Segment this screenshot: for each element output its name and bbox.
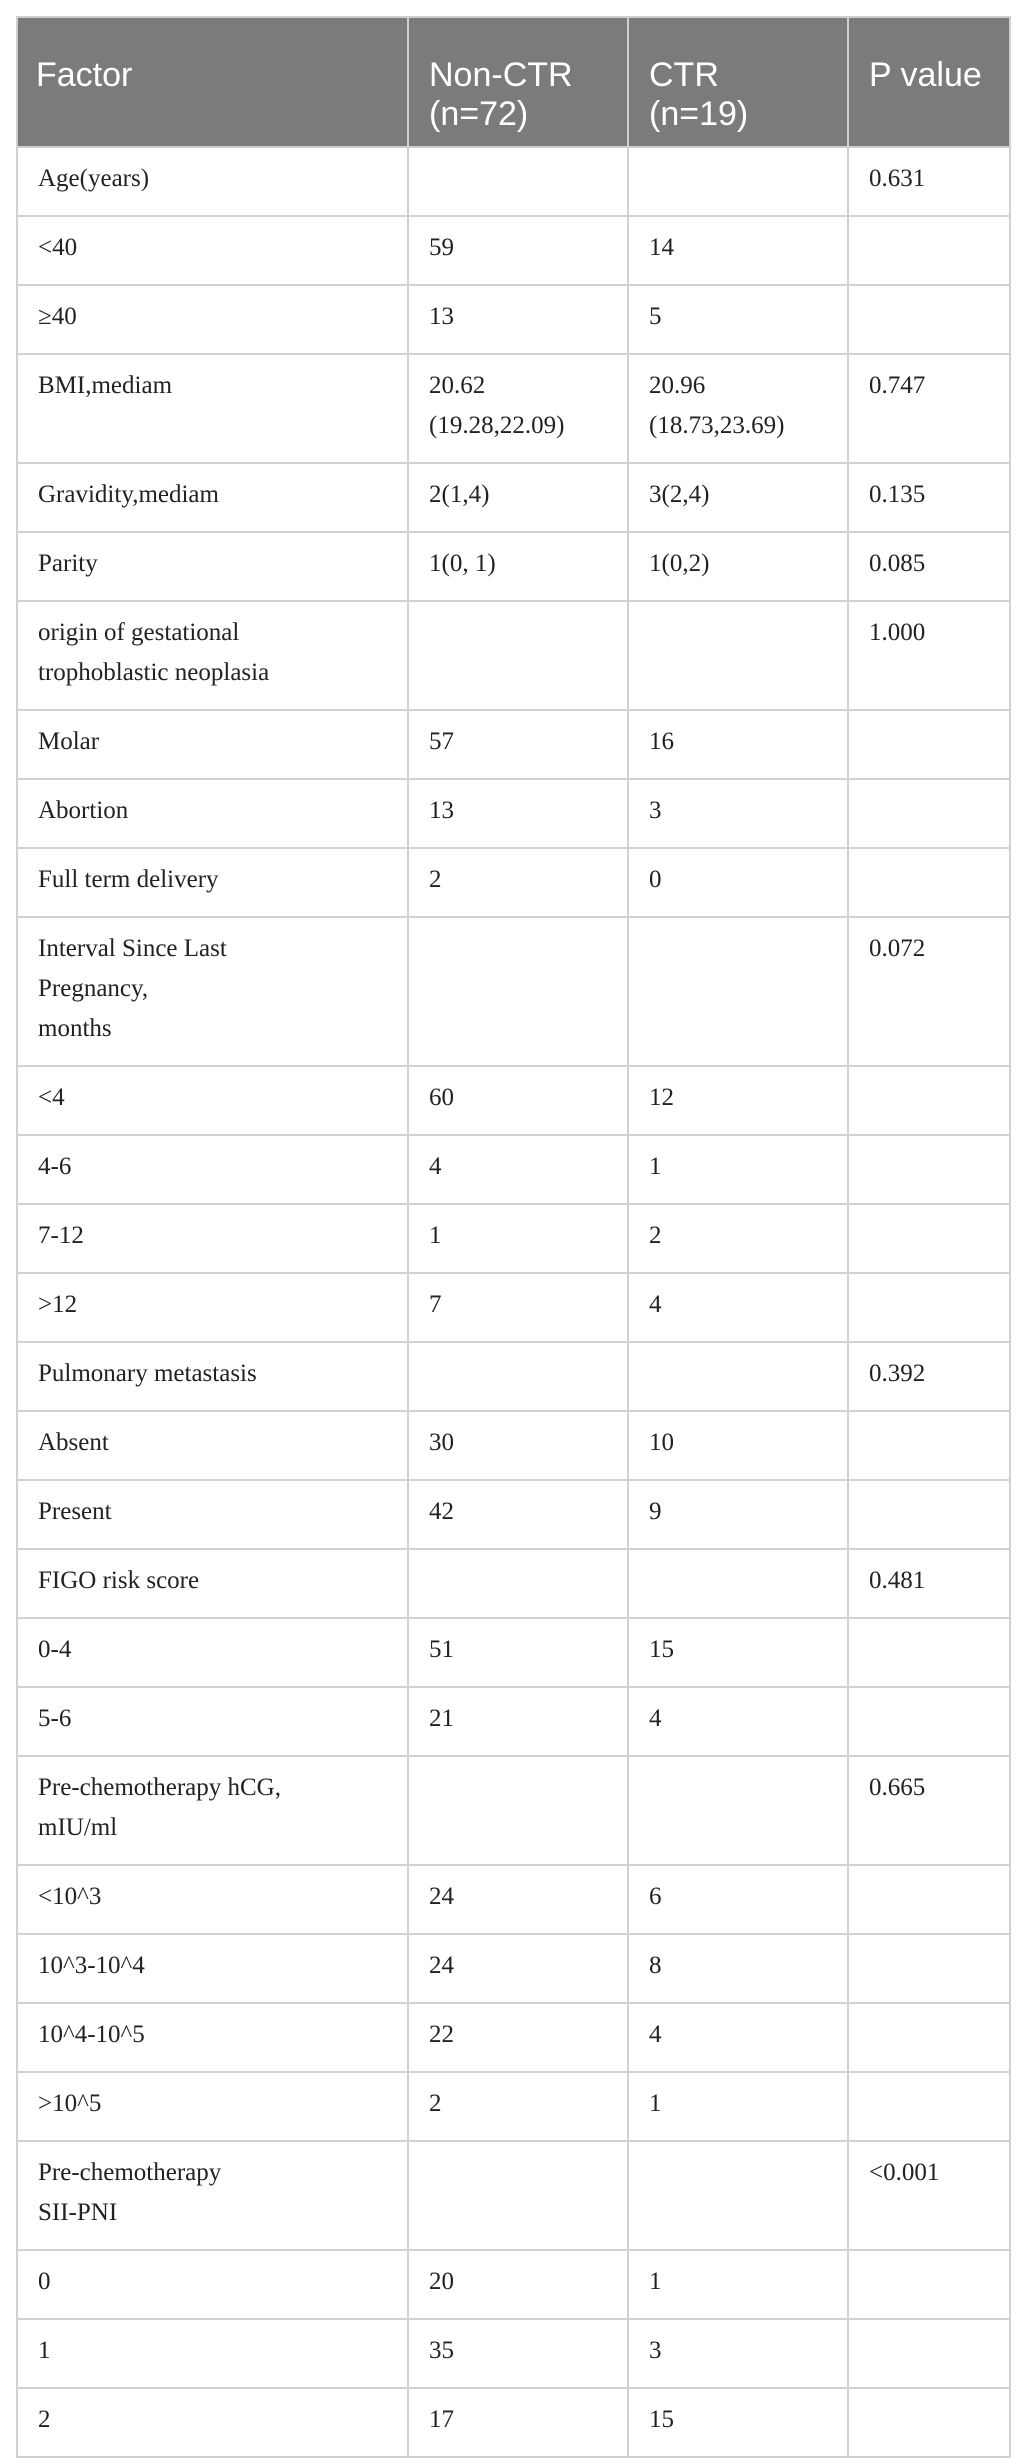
table-row (17, 2003, 1010, 2072)
cell-non-ctr (408, 2141, 628, 2250)
cell-ctr (628, 2141, 848, 2250)
table-row (17, 147, 1010, 216)
cell-non-ctr: 7 (408, 1273, 628, 1342)
cell-factor: Absent (17, 1411, 408, 1480)
cell-non-ctr: 51 (408, 1618, 628, 1687)
cell-factor: Full term delivery (17, 848, 408, 917)
cell-p-value (848, 710, 1010, 779)
table-row (17, 463, 1010, 532)
cell-p-value (848, 2250, 1010, 2319)
cell-p-value (848, 1934, 1010, 2003)
cell-non-ctr: 24 (408, 1934, 628, 2003)
table-body (17, 147, 1010, 2457)
cell-factor: >12 (17, 1273, 408, 1342)
cell-factor: 4-6 (17, 1135, 408, 1204)
table-row (17, 1865, 1010, 1934)
table-row (17, 2250, 1010, 2319)
cell-non-ctr: 2 (408, 848, 628, 917)
cell-ctr: 14 (628, 216, 848, 285)
cell-p-value (848, 1480, 1010, 1549)
cell-factor: <40 (17, 216, 408, 285)
cell-p-value (848, 848, 1010, 917)
cell-ctr: 4 (628, 2003, 848, 2072)
table-row (17, 1687, 1010, 1756)
cell-factor: 10^3-10^4 (17, 1934, 408, 2003)
cell-p-value (848, 1411, 1010, 1480)
table-container (16, 16, 1009, 2458)
cell-ctr: 1 (628, 1135, 848, 1204)
cell-non-ctr: 60 (408, 1066, 628, 1135)
cell-p-value (848, 2388, 1010, 2457)
cell-non-ctr: 2 (408, 2072, 628, 2141)
cell-p-value: 0.135 (848, 463, 1010, 532)
table-row (17, 1066, 1010, 1135)
cell-p-value: 0.085 (848, 532, 1010, 601)
cell-non-ctr: 1(0, 1) (408, 532, 628, 601)
cell-non-ctr: 13 (408, 285, 628, 354)
cell-ctr: 1 (628, 2250, 848, 2319)
cell-ctr: 16 (628, 710, 848, 779)
cell-non-ctr: 24 (408, 1865, 628, 1934)
cell-non-ctr (408, 917, 628, 1066)
cell-ctr: 4 (628, 1687, 848, 1756)
cell-ctr: 4 (628, 1273, 848, 1342)
cell-ctr: 5 (628, 285, 848, 354)
table-row (17, 1756, 1010, 1865)
cell-factor: >10^5 (17, 2072, 408, 2141)
cell-factor: 0-4 (17, 1618, 408, 1687)
cell-p-value: <0.001 (848, 2141, 1010, 2250)
cell-p-value: 0.392 (848, 1342, 1010, 1411)
cell-p-value (848, 779, 1010, 848)
cell-non-ctr: 4 (408, 1135, 628, 1204)
cell-factor: Molar (17, 710, 408, 779)
table-row (17, 1934, 1010, 2003)
cell-factor: Present (17, 1480, 408, 1549)
cell-factor: 1 (17, 2319, 408, 2388)
cell-non-ctr: 20 (408, 2250, 628, 2319)
cell-non-ctr: 21 (408, 1687, 628, 1756)
cell-non-ctr: 30 (408, 1411, 628, 1480)
cell-factor: FIGO risk score (17, 1549, 408, 1618)
cell-p-value: 1.000 (848, 601, 1010, 710)
cell-factor: 10^4-10^5 (17, 2003, 408, 2072)
cell-ctr: 20.96 (18.73,23.69) (628, 354, 848, 463)
cell-factor: Pre-chemotherapy SII-PNI (17, 2141, 408, 2250)
cell-factor: origin of gestational trophoblastic neoplasia (17, 601, 408, 710)
cell-non-ctr (408, 1549, 628, 1618)
table-row (17, 1480, 1010, 1549)
cell-p-value (848, 2319, 1010, 2388)
cell-non-ctr: 2(1,4) (408, 463, 628, 532)
cell-ctr (628, 917, 848, 1066)
cell-p-value (848, 1865, 1010, 1934)
cell-ctr: 8 (628, 1934, 848, 2003)
table-row (17, 1549, 1010, 1618)
cell-p-value: 0.665 (848, 1756, 1010, 1865)
cell-factor: <4 (17, 1066, 408, 1135)
table-row (17, 2319, 1010, 2388)
cell-factor: Pulmonary metastasis (17, 1342, 408, 1411)
table-row (17, 1273, 1010, 1342)
cell-p-value (848, 285, 1010, 354)
cell-p-value (848, 1066, 1010, 1135)
cell-ctr: 3 (628, 2319, 848, 2388)
cell-p-value: 0.481 (848, 1549, 1010, 1618)
cell-non-ctr: 20.62 (19.28,22.09) (408, 354, 628, 463)
table-header (17, 17, 1010, 147)
cell-non-ctr (408, 601, 628, 710)
cell-ctr: 2 (628, 1204, 848, 1273)
cell-ctr: 12 (628, 1066, 848, 1135)
table-row (17, 1618, 1010, 1687)
cell-ctr: 15 (628, 2388, 848, 2457)
cell-non-ctr: 57 (408, 710, 628, 779)
table-row (17, 848, 1010, 917)
cell-non-ctr: 17 (408, 2388, 628, 2457)
table-row (17, 2141, 1010, 2250)
cell-factor: BMI,mediam (17, 354, 408, 463)
cell-p-value: 0.072 (848, 917, 1010, 1066)
cell-factor: 2 (17, 2388, 408, 2457)
cell-ctr (628, 147, 848, 216)
cell-p-value (848, 2003, 1010, 2072)
cell-p-value: 0.747 (848, 354, 1010, 463)
cell-factor: <10^3 (17, 1865, 408, 1934)
cell-factor: Pre-chemotherapy hCG, mIU/ml (17, 1756, 408, 1865)
cell-factor: Abortion (17, 779, 408, 848)
cell-p-value: 0.631 (848, 147, 1010, 216)
cell-p-value (848, 1135, 1010, 1204)
cell-ctr: 6 (628, 1865, 848, 1934)
cell-non-ctr: 22 (408, 2003, 628, 2072)
cell-factor: Gravidity,mediam (17, 463, 408, 532)
cell-ctr: 10 (628, 1411, 848, 1480)
header-non-ctr: Non-CTR (n=72) (408, 17, 628, 147)
cell-p-value (848, 1687, 1010, 1756)
cell-ctr: 15 (628, 1618, 848, 1687)
header-ctr: CTR (n=19) (628, 17, 848, 147)
header-p-value: P value (848, 17, 1010, 147)
cell-non-ctr (408, 1342, 628, 1411)
table-row (17, 601, 1010, 710)
cell-non-ctr: 42 (408, 1480, 628, 1549)
cell-ctr (628, 1549, 848, 1618)
table-row (17, 779, 1010, 848)
cell-non-ctr (408, 147, 628, 216)
table-row (17, 710, 1010, 779)
cell-factor: 0 (17, 2250, 408, 2319)
cell-factor: 7-12 (17, 1204, 408, 1273)
cell-ctr (628, 601, 848, 710)
characteristics-table (16, 16, 1011, 2458)
cell-p-value (848, 1618, 1010, 1687)
table-row (17, 354, 1010, 463)
cell-factor: 5-6 (17, 1687, 408, 1756)
cell-factor: Parity (17, 532, 408, 601)
cell-non-ctr: 59 (408, 216, 628, 285)
table-row (17, 532, 1010, 601)
table-row (17, 1342, 1010, 1411)
table-row (17, 2388, 1010, 2457)
table-row (17, 216, 1010, 285)
cell-non-ctr: 13 (408, 779, 628, 848)
cell-non-ctr: 35 (408, 2319, 628, 2388)
header-factor: Factor (17, 17, 408, 147)
cell-ctr (628, 1342, 848, 1411)
cell-p-value (848, 216, 1010, 285)
cell-non-ctr: 1 (408, 1204, 628, 1273)
cell-ctr: 1 (628, 2072, 848, 2141)
table-row (17, 1411, 1010, 1480)
cell-ctr: 1(0,2) (628, 532, 848, 601)
cell-factor: Age(years) (17, 147, 408, 216)
table-row (17, 285, 1010, 354)
table-row (17, 917, 1010, 1066)
cell-ctr: 0 (628, 848, 848, 917)
cell-factor: ≥40 (17, 285, 408, 354)
cell-ctr: 9 (628, 1480, 848, 1549)
cell-ctr: 3(2,4) (628, 463, 848, 532)
cell-p-value (848, 1273, 1010, 1342)
cell-p-value (848, 1204, 1010, 1273)
table-row (17, 1204, 1010, 1273)
header-row (17, 17, 1010, 147)
table-row (17, 1135, 1010, 1204)
cell-ctr (628, 1756, 848, 1865)
cell-non-ctr (408, 1756, 628, 1865)
cell-ctr: 3 (628, 779, 848, 848)
table-row (17, 2072, 1010, 2141)
cell-p-value (848, 2072, 1010, 2141)
cell-factor: Interval Since Last Pregnancy, months (17, 917, 408, 1066)
